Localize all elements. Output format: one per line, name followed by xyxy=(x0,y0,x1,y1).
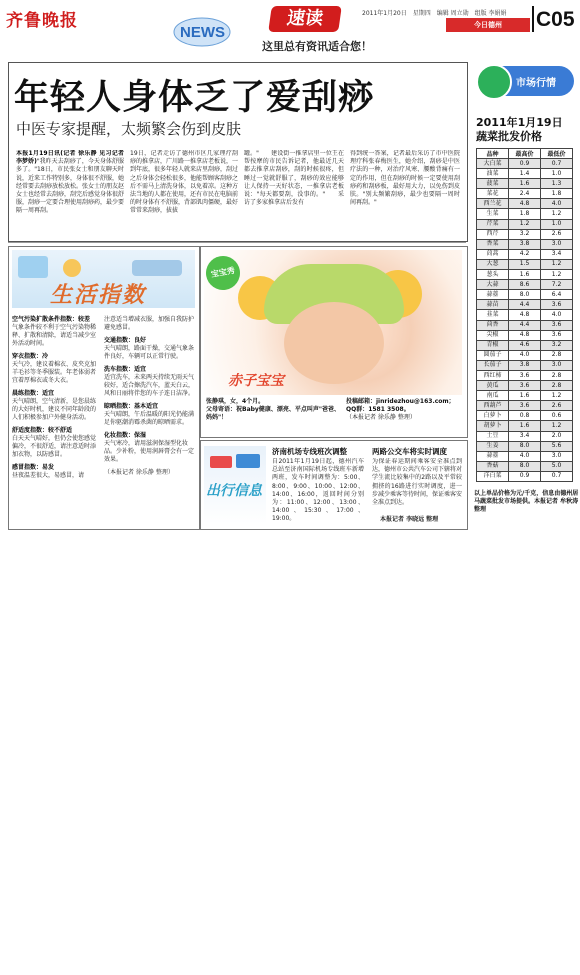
price-row xyxy=(477,411,573,421)
baby-face xyxy=(284,302,384,384)
vegetable-name: 西红柿 xyxy=(477,370,509,380)
edition-label: 今日德州 xyxy=(446,18,530,32)
min-price: 2.8 xyxy=(541,350,573,360)
min-price: 3.6 xyxy=(541,320,573,330)
price-row xyxy=(477,249,573,259)
max-price: 3.8 xyxy=(509,239,541,249)
vegetable-name: 南瓜 xyxy=(477,391,509,401)
max-price: 1.6 xyxy=(509,421,541,431)
life-index-title: 生活指数 xyxy=(50,283,147,308)
life-index-heading: 晾晒指数：基本适宜 xyxy=(104,403,159,410)
min-price: 6.4 xyxy=(541,290,573,300)
price-table-header xyxy=(477,149,573,159)
min-price: 7.2 xyxy=(541,280,573,290)
life-index-text: 天气晴朗，午后温暖的阳光仍能满足你驱潮消霉杀菌的晾晒需求。 xyxy=(104,411,195,426)
baby-show-badge: 宝宝秀 xyxy=(203,253,242,292)
life-index-item xyxy=(104,316,194,332)
min-price: 1.2 xyxy=(541,391,573,401)
article-headline: 年轻人身体乏了爱刮痧 xyxy=(14,78,375,118)
max-price: 3.6 xyxy=(509,401,541,411)
min-price: 0.6 xyxy=(541,411,573,421)
max-price: 4.0 xyxy=(509,350,541,360)
max-price: 4.2 xyxy=(509,249,541,259)
price-row xyxy=(477,300,573,310)
price-row xyxy=(477,290,573,300)
price-row xyxy=(477,179,573,189)
price-row xyxy=(477,259,573,269)
max-price: 4.0 xyxy=(509,451,541,461)
price-row xyxy=(477,370,573,380)
vegetable-name: 西葫芦 xyxy=(477,401,509,411)
max-price: 0.9 xyxy=(509,471,541,481)
price-row xyxy=(477,229,573,239)
life-index-item xyxy=(104,432,194,464)
life-index-heading: 洗车指数：适宜 xyxy=(104,366,147,373)
section-slogan: 这里总有资讯适合您！ xyxy=(262,40,372,53)
news-globe-icon xyxy=(172,12,232,48)
life-index-text: 天气晴朗，路面干燥，交通气象条件良好，车辆可以正常行驶。 xyxy=(104,345,195,360)
vegetable-name: 葱头 xyxy=(477,270,509,280)
min-price: 1.2 xyxy=(541,209,573,219)
life-index-heading: 穿衣指数：冷 xyxy=(12,353,49,360)
price-row xyxy=(477,350,573,360)
min-price: 2.6 xyxy=(541,229,573,239)
vegetable-name: 茼蒿 xyxy=(477,249,509,259)
vegetable-name: 西芹 xyxy=(477,229,509,239)
min-price: 0.7 xyxy=(541,471,573,481)
life-index-item xyxy=(104,366,194,398)
vegetable-name: 大白菜 xyxy=(477,159,509,169)
bus-dispatch-headline: 两路公交车将实时调度 xyxy=(372,447,447,456)
news-art-label: NEWS xyxy=(180,24,225,41)
market-note: 以上单品价格为元/千克，信息由德州居马蔬菜批发市场提供。本报记者 牟秋涛 整理 xyxy=(474,490,579,513)
max-price: 0.8 xyxy=(509,411,541,421)
max-price: 1.5 xyxy=(509,259,541,269)
max-price: 2.4 xyxy=(509,189,541,199)
life-index-item xyxy=(104,337,194,361)
vegetable-name: 大蒜 xyxy=(477,280,509,290)
article-column-4: 得到统一答案，记者最后采访了市中医院理疗科张春梅医生，她介绍，刮痧是中医疗法的一种，对治疗风寒、腰酸背痛有一定的作用，但在刮痧的时候一定要使用刮痧药和刮痧板，最好用大力，以免伤到皮肤。"别太频繁刮痧，最少也要隔一周时间再刮。" xyxy=(350,150,460,207)
price-row xyxy=(477,280,573,290)
baby-caption xyxy=(206,398,340,422)
price-row xyxy=(477,219,573,229)
min-price: 1.2 xyxy=(541,421,573,431)
life-index-item xyxy=(104,469,194,477)
market-title: 蔬菜批发价格 xyxy=(476,130,542,143)
max-price: 1.4 xyxy=(509,169,541,179)
life-index-item xyxy=(12,316,98,348)
life-index-item xyxy=(12,353,98,385)
min-price: 2.0 xyxy=(541,431,573,441)
col-header: 品种 xyxy=(477,149,509,159)
vegetable-name: 尖椒 xyxy=(477,330,509,340)
section-badge: 速读 xyxy=(268,6,342,32)
price-row xyxy=(477,401,573,411)
min-price: 3.4 xyxy=(541,249,573,259)
vegetable-name: 长茄子 xyxy=(477,360,509,370)
vegetable-name: 白萝卜 xyxy=(477,411,509,421)
life-index-text: 气象条件较不利于空气污染物稀释、扩散和清除，请适当减少室外活动时间。 xyxy=(12,324,97,347)
parent-message: 父母寄语：祝Baby健康、漂亮、平点叫声"爸爸、妈妈"！ xyxy=(206,406,340,421)
vegetable-name: 大葱 xyxy=(477,259,509,269)
vegetable-name: 土豆 xyxy=(477,431,509,441)
vegetable-name: 生姜 xyxy=(477,441,509,451)
vegetable-name: 芹菜 xyxy=(477,219,509,229)
article-column-3: 罐。" 建设街一推拿店里一位王在帮按摩的市民告诉记者，他最近几天都去推拿店刮痧，刮的时候很疼，但睡过一觉就舒服了，刮痧的效应能够让人保持一天好状态，一推拿店老板说："每天都要刮，没事的。" 采访了多家推拿店后发有 xyxy=(244,150,344,207)
min-price: 3.6 xyxy=(541,300,573,310)
section-rule xyxy=(8,242,466,243)
vegetable-name: 西兰花 xyxy=(477,199,509,209)
vegetable-name: 圆茄子 xyxy=(477,350,509,360)
masthead xyxy=(0,0,580,58)
vegetable-name: 蒜薹 xyxy=(477,290,509,300)
price-row xyxy=(477,199,573,209)
max-price: 1.8 xyxy=(509,209,541,219)
max-price: 3.6 xyxy=(509,381,541,391)
price-row xyxy=(477,431,573,441)
max-price: 3.8 xyxy=(509,360,541,370)
life-index-text: 昼夜温差很大，易感冒，请 xyxy=(12,472,85,479)
min-price: 2.8 xyxy=(541,381,573,391)
life-index-heading: 空气污染扩散条件指数：较差 xyxy=(12,316,91,323)
life-index-item xyxy=(12,390,98,422)
col-header: 最低价 xyxy=(541,149,573,159)
price-row xyxy=(477,340,573,350)
col-header: 最高价 xyxy=(509,149,541,159)
life-index-item xyxy=(12,464,98,480)
price-row xyxy=(477,391,573,401)
life-index-item xyxy=(104,403,194,427)
max-price: 3.4 xyxy=(509,431,541,441)
min-price: 1.3 xyxy=(541,179,573,189)
price-row xyxy=(477,320,573,330)
travel-info-illustration xyxy=(204,446,266,524)
max-price: 4.8 xyxy=(509,199,541,209)
life-index-text: 注意适当增减衣服，加强自我防护避免感冒。 xyxy=(104,316,195,331)
max-price: 4.4 xyxy=(509,300,541,310)
max-price: 8.0 xyxy=(509,461,541,471)
min-price: 1.2 xyxy=(541,259,573,269)
vegetable-name: 黄瓜 xyxy=(477,381,509,391)
life-index-text: 白天天气晴好，但仍会使您感觉偏冷，不很舒适，请注意适时添加衣物，以防感冒。 xyxy=(12,435,97,458)
max-price: 1.2 xyxy=(509,219,541,229)
min-price: 3.2 xyxy=(541,340,573,350)
max-price: 8.6 xyxy=(509,280,541,290)
life-index-text: 天气寒冷，请用滋润保湿型化妆品。少补粉，使用润唇膏会有一定效果。 xyxy=(104,440,195,463)
max-price: 4.8 xyxy=(509,310,541,320)
vegetable-name: 蒜薹 xyxy=(477,451,509,461)
vegetable-name: 香菜 xyxy=(477,239,509,249)
article-lead: 本报1月19日讯(记者 徐乐静 见习记者 李梦娇) xyxy=(16,150,124,166)
life-index-left-column xyxy=(12,316,98,485)
life-index-text: （本报记者 徐乐静 整理） xyxy=(104,469,174,476)
max-price: 3.2 xyxy=(509,229,541,239)
vegetable-name: 蒜苗 xyxy=(477,300,509,310)
newspaper-logo: 齐鲁晚报 xyxy=(6,11,78,31)
baby-name: 张静琪，女，4个月。 xyxy=(206,398,265,405)
life-index-text: 天气晴朗，空气清新，是您晨练的大好时机，建议不同年龄段的人们积极参加户外健身活动。 xyxy=(12,398,97,421)
min-price: 1.0 xyxy=(541,169,573,179)
price-row xyxy=(477,471,573,481)
price-row xyxy=(477,461,573,471)
min-price: 5.0 xyxy=(541,461,573,471)
life-index-text: 适宜洗车，未来两天持续无雨天气较好，适合擦洗汽车，蓝天白云，风和日丽将伴您的车子连日洁净。 xyxy=(104,374,195,397)
price-row xyxy=(477,330,573,340)
max-price: 8.0 xyxy=(509,441,541,451)
max-price: 1.6 xyxy=(509,270,541,280)
life-index-heading: 化妆指数：保湿 xyxy=(104,432,147,439)
market-date: 2011年1月19日 xyxy=(476,116,563,129)
vegetable-name: 香菇 xyxy=(477,461,509,471)
min-price: 3.6 xyxy=(541,330,573,340)
max-price: 1.6 xyxy=(509,391,541,401)
bus-dispatch-credit: 本报记者 李晓远 整理 xyxy=(380,516,439,523)
life-index-heading: 交通指数：良好 xyxy=(104,337,147,344)
price-row xyxy=(477,239,573,249)
min-price: 3.0 xyxy=(541,360,573,370)
submission-email: 投稿邮箱：jinridezhou@163.com；QQ群：1581 3508。 xyxy=(346,398,455,413)
min-price: 3.0 xyxy=(541,451,573,461)
max-price: 3.6 xyxy=(509,370,541,380)
vegetable-name: 青椒 xyxy=(477,340,509,350)
max-price: 0.9 xyxy=(509,159,541,169)
max-price: 4.6 xyxy=(509,340,541,350)
min-price: 3.0 xyxy=(541,239,573,249)
price-table xyxy=(476,148,573,482)
vegetable-name: 茴香 xyxy=(477,320,509,330)
page-number: C05 xyxy=(536,8,575,31)
min-price: 2.8 xyxy=(541,370,573,380)
min-price: 1.8 xyxy=(541,189,573,199)
article-col1-text: "我昨天去刮痧了，今天身体舒服多了。"18日，市民张女士和朋友聊天时说，近来工作特别多，身体很不舒服，她经常要去刮痧放松放松。张女士的朋友赵女士也经常去刮痧，刮完后感觉身体很舒服，刮痧一定要合理使用刮痧药，最少要隔一周再刮。 xyxy=(16,158,124,215)
price-row xyxy=(477,169,573,179)
travel-info-title: 出行信息 xyxy=(206,483,262,499)
min-price: 5.6 xyxy=(541,441,573,451)
airport-bus-headline: 济南机场专线班次调整 xyxy=(272,447,347,456)
min-price: 0.7 xyxy=(541,159,573,169)
airport-bus-body: 自2011年1月19日起，德州汽车总站至济南国际机场专线班车新增两班，发车时间调整为：5:00、8:00、9:00、10:00、12:00、14:00、16:00，返回时间分别为：11:00、12:00、13:00、14:00、15:30、17:00、19:00。 xyxy=(272,458,364,523)
baby-contact xyxy=(346,398,462,422)
vegetable-name: 菠菜 xyxy=(477,179,509,189)
price-row xyxy=(477,451,573,461)
price-row xyxy=(477,381,573,391)
price-row xyxy=(477,310,573,320)
price-row xyxy=(477,360,573,370)
life-index-item xyxy=(12,427,98,459)
life-index-heading: 舒适度指数：较不舒适 xyxy=(12,427,73,434)
min-price: 1.0 xyxy=(541,219,573,229)
price-row xyxy=(477,421,573,431)
vegetable-name: 菜花 xyxy=(477,189,509,199)
price-row xyxy=(477,189,573,199)
vegetable-name: 韭菜 xyxy=(477,310,509,320)
price-row xyxy=(477,159,573,169)
vegetable-name: 生菜 xyxy=(477,209,509,219)
article-subhead: 中医专家提醒，太频繁会伤到皮肤 xyxy=(16,120,242,138)
max-price: 4.8 xyxy=(509,330,541,340)
baby-show-logo: 赤子宝宝 xyxy=(228,373,284,389)
min-price: 1.2 xyxy=(541,270,573,280)
price-row xyxy=(477,441,573,451)
min-price: 2.6 xyxy=(541,401,573,411)
market-icon xyxy=(476,64,512,100)
max-price: 1.6 xyxy=(509,179,541,189)
life-index-heading: 感冒指数：易发 xyxy=(12,464,55,471)
price-row xyxy=(477,209,573,219)
bus-dispatch-body: 为保证春运期间乘客安全准点到达，德州市公共汽车公司下辖将对学生流比较集中的2路以及平常较拥挤的16路进行实时调度，进一步减少乘客等待时间，保证乘客安全准点到达。 xyxy=(372,458,462,507)
baby-credit: （本报记者 徐乐静 整理） xyxy=(346,414,416,421)
article-column-2: 19日，记者走访了德州市区几家理疗刮痧的推拿店，广川路一推拿店老板说，一到年底，很多年轻人就来店里刮痧，刮过之后身体会轻松很多，他能帮顾客刮痧之后不需马上清洗身体，以免着凉。这种方法当地的人都在使用，还有市民在电脑前的时身体有不舒服，背部肌肉僵硬，最好常常来刮痧，拔拔 xyxy=(130,150,238,215)
life-index-right-column xyxy=(104,316,194,482)
life-index-heading: 晨练指数：适宜 xyxy=(12,390,55,397)
life-index-text: 天气冷，建议着棉衣、皮夹克加羊毛衫等冬季服装。年老体弱者宜着厚棉衣或冬大衣。 xyxy=(12,361,97,384)
page-divider xyxy=(532,6,534,32)
market-badge-label: 市场行情 xyxy=(516,78,556,89)
price-row xyxy=(477,270,573,280)
vegetable-name: 洋白菜 xyxy=(477,471,509,481)
max-price: 8.0 xyxy=(509,290,541,300)
dateline: 2011年1月20日 星期四 编辑 周立勋 组版 李娟娟 xyxy=(362,10,507,17)
article-column-1 xyxy=(16,150,124,236)
vegetable-name: 胡萝卜 xyxy=(477,421,509,431)
max-price: 4.4 xyxy=(509,320,541,330)
min-price: 4.0 xyxy=(541,199,573,209)
min-price: 4.0 xyxy=(541,310,573,320)
market-badge xyxy=(478,66,574,96)
vegetable-name: 油菜 xyxy=(477,169,509,179)
